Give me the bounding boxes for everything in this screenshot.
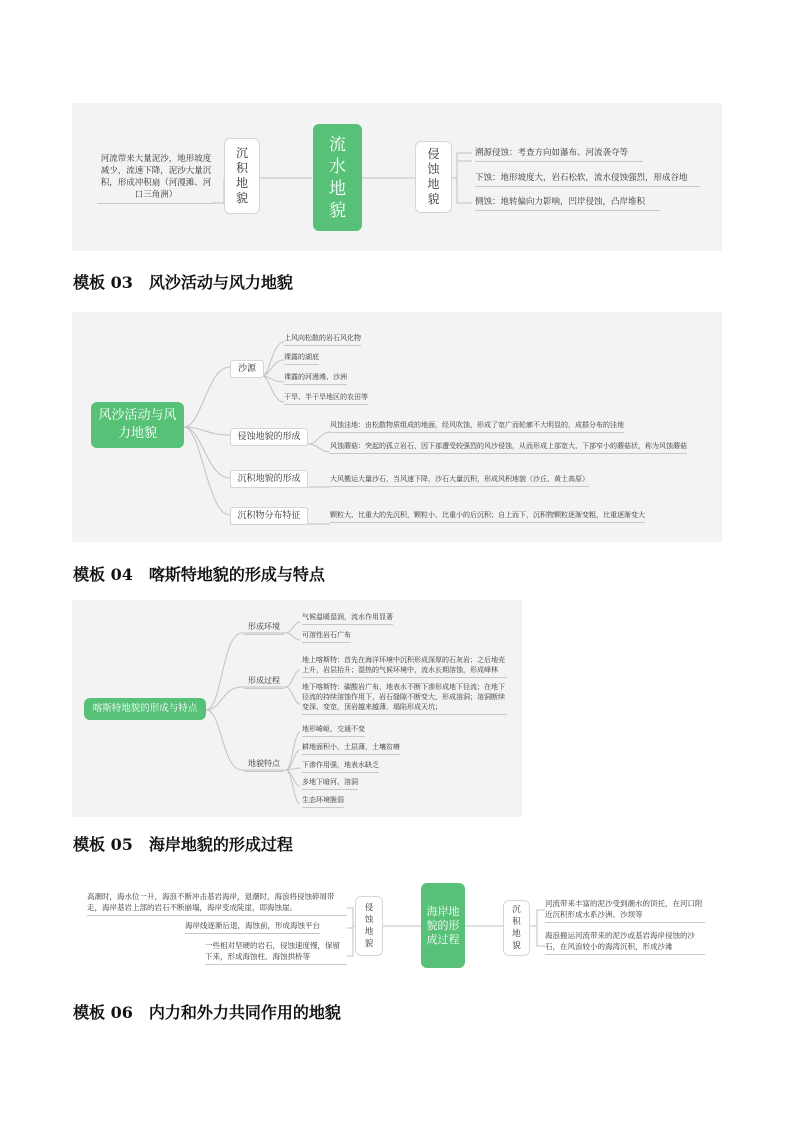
- heading-template-04: 模板 04 喀斯特地貌的形成与特点: [73, 565, 325, 584]
- wind-distribution-item-1: 颗粒大、比重大的先沉积，颗粒小、比重小的后沉积；自上而下，沉积物颗粒逐渐变粗，比重逐渐变大: [330, 510, 645, 523]
- wind-deposition-item-1: 大风搬运大量沙石，当风速下降，沙石大量沉积，形成风积地貌（沙丘、黄土高原）: [330, 474, 589, 487]
- karst-branch-environment: 形成环境: [244, 622, 284, 635]
- wind-branch-distribution: 沉积物分布特征: [230, 507, 308, 525]
- karst-branch-features: 地貌特点: [244, 759, 284, 772]
- karst-center-topic: 喀斯特地貌的形成与特点: [84, 698, 206, 720]
- coast-deposition-item-2: 海浪搬运河流带来的泥沙或基岩海岸侵蚀的沙石，在风浪较小的海湾沉积，形成沙滩: [545, 930, 705, 955]
- wind-source-item-1: 上风向松散的岩石风化物: [284, 333, 361, 346]
- karst-branch-process: 形成过程: [244, 676, 284, 689]
- karst-features-item-1: 地形崎岖，交通不变: [302, 724, 365, 737]
- coast-deposition-branch: 沉积地貌: [503, 900, 530, 956]
- coast-erosion-item-3: 一些相对坚硬的岩石，侵蚀速度慢，保留下来，形成海蚀柱、海蚀拱桥等: [205, 940, 347, 965]
- river-center-topic: 流水地貌: [313, 124, 362, 231]
- wind-source-item-3: 裸露的河漫滩、沙洲: [284, 372, 347, 385]
- heading-template-03: 模板 03 风沙活动与风力地貌: [73, 273, 293, 292]
- coast-deposition-item-1: 河流带来丰富的泥沙受到潮水的顶托，在河口附近沉积形成水系沙洲、沙坝等: [545, 898, 705, 923]
- karst-features-item-5: 生态环境脆弱: [302, 795, 344, 808]
- coast-center-topic: 海岸地貌的形成过程: [421, 883, 465, 968]
- river-erosion-item-1: 溯源侵蚀：考查方向如瀑布、河流袭夺等: [475, 147, 643, 162]
- coast-erosion-item-2: 海岸线逐渐后退，海蚀前，形成海蚀平台: [185, 921, 320, 934]
- karst-features-item-2: 耕地面积小，土层薄，土壤贫瘠: [302, 742, 400, 755]
- wind-erosion-item-1: 风蚀洼地：由松散物质组成的地面，经风吹蚀，形成了宽广而轮廓不大明显的，成群分布的洼地: [330, 420, 624, 433]
- coast-mindmap: [85, 858, 725, 973]
- river-deposition-text: 河流带来大量泥沙，地形坡度减少，流速下降，泥沙大量沉积，形成冲积扇（河漫滩、河口三角洲）: [97, 153, 215, 204]
- wind-source-item-2: 裸露的湖底: [284, 352, 319, 365]
- river-erosion-branch: 侵蚀地貌: [415, 141, 452, 213]
- karst-environment-item-1: 气候温暖湿润，流水作用显著: [302, 612, 393, 625]
- coast-erosion-item-1: 高潮时，海水位一升，海浪不断冲击基岩海岸，退潮时，海浪将侵蚀碎屑带走，海岸基岩上部的岩石不断崩塌，海岸变成陡崖，即海蚀崖。: [87, 891, 347, 916]
- wind-center-topic: 风沙活动与风力地貌: [91, 402, 184, 448]
- wind-branch-source: 沙源: [230, 360, 264, 378]
- river-erosion-item-3: 侧蚀：地转偏向力影响，凹岸侵蚀，凸岸堆积: [475, 196, 660, 211]
- river-deposition-branch: 沉积地貌: [224, 138, 260, 214]
- karst-features-item-3: 下渗作用强，地表水缺乏: [302, 760, 379, 773]
- karst-mindmap: [72, 600, 522, 817]
- wind-branch-deposition: 沉积地貌的形成: [230, 470, 308, 488]
- karst-process-item-2: 地下喀斯特：碳酸岩广布，地表水不断下渗形成地下径流；在地下径流的持续溶蚀作用下，岩石缝隙不断变大，形成溶洞；溶洞断续变深、变宽，顶岩越来越薄，塌陷形成天坑；: [302, 682, 507, 715]
- wind-landform-mindmap: [72, 312, 722, 542]
- river-erosion-item-2: 下蚀：地形坡度大，岩石松软，流水侵蚀强烈，形成谷地: [475, 172, 700, 187]
- heading-template-05: 模板 05 海岸地貌的形成过程: [73, 835, 293, 854]
- wind-source-item-4: 干旱、半干旱地区的农田等: [284, 392, 368, 405]
- coast-erosion-branch: 侵蚀地貌: [355, 896, 383, 956]
- karst-features-item-4: 多地下暗河、溶洞: [302, 777, 358, 790]
- wind-branch-erosion: 侵蚀地貌的形成: [230, 428, 308, 446]
- wind-erosion-item-2: 风蚀蘑菇：突起的孤立岩石，因下部遭受较强烈的风沙侵蚀，从而形成上部宽大、下部窄小的蘑菇状，称为风蚀蘑菇: [330, 441, 687, 454]
- karst-environment-item-2: 可溶性岩石广布: [302, 630, 351, 643]
- river-landform-mindmap: [72, 103, 722, 251]
- karst-process-item-1: 地上喀斯特：首先在海洋环境中沉积形成深厚的石灰岩；之后地壳上升，岩层抬升；湿热的气候环境中，流水长期溶蚀，形成峰林: [302, 655, 507, 678]
- heading-template-06: 模板 06 内力和外力共同作用的地貌: [73, 1003, 341, 1022]
